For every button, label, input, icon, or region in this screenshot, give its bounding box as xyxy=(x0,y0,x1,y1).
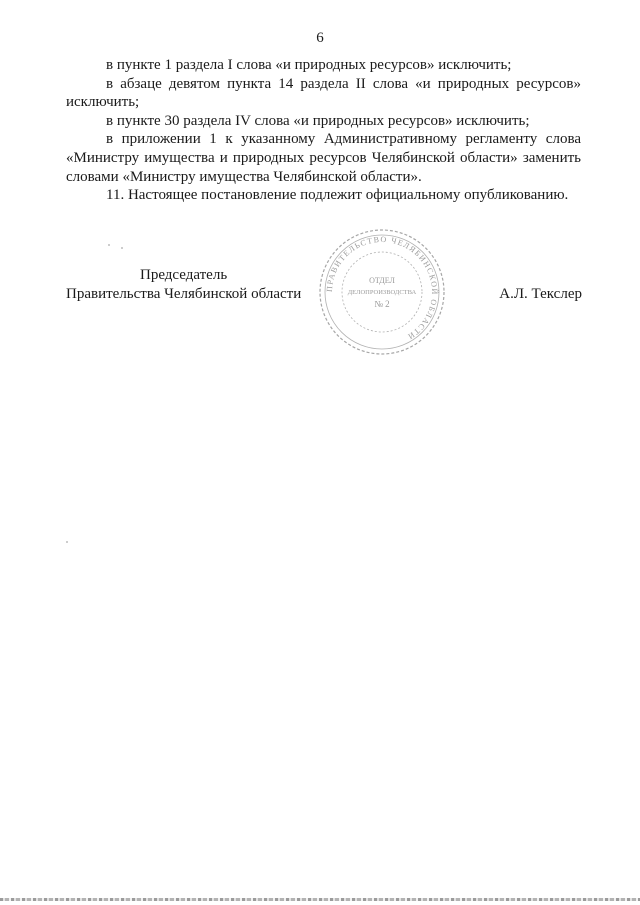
signatory-name: А.Л. Текслер xyxy=(499,286,582,302)
signatory-title-line2: Правительства Челябинской области xyxy=(66,286,302,302)
seal-ring-text: ПРАВИТЕЛЬСТВО ЧЕЛЯБИНСКОЙ ОБЛАСТИ xyxy=(324,234,440,342)
seal-stamp-icon xyxy=(317,227,447,357)
seal-inner-line2: ДЕЛОПРОИЗВОДСТВА xyxy=(347,289,417,296)
paragraph-item-4: в приложении 1 к указанному Административному регламенту слова «Министру имущества и природных ресурсов Челябинской области» заменить словами «Министру имущества Челябинской области». xyxy=(66,131,581,185)
paragraph-item-3: в пункте 30 раздела IV слова «и природных ресурсов» исключить; xyxy=(106,112,530,129)
scan-bottom-edge xyxy=(0,898,640,901)
signatory-position xyxy=(66,266,306,304)
paragraph-item-2: в абзаце девятом пункта 14 раздела II слова «и природных ресурсов» исключить; xyxy=(66,75,581,111)
page-number: 6 xyxy=(316,30,324,46)
official-seal xyxy=(317,227,447,357)
scan-speck xyxy=(121,247,123,249)
signatory-title-line1: Председатель xyxy=(140,267,228,283)
paragraph-item-1: в пункте 1 раздела I слова «и природных ресурсов» исключить; xyxy=(106,57,512,73)
document-body xyxy=(66,56,581,205)
seal-inner-line1: ОТДЕЛ xyxy=(369,276,395,285)
scan-speck xyxy=(66,541,68,543)
scan-speck xyxy=(108,244,110,246)
seal-inner-number: № 2 xyxy=(374,299,390,309)
paragraph-item-5: 11. Настоящее постановление подлежит официальному опубликованию. xyxy=(106,187,569,204)
